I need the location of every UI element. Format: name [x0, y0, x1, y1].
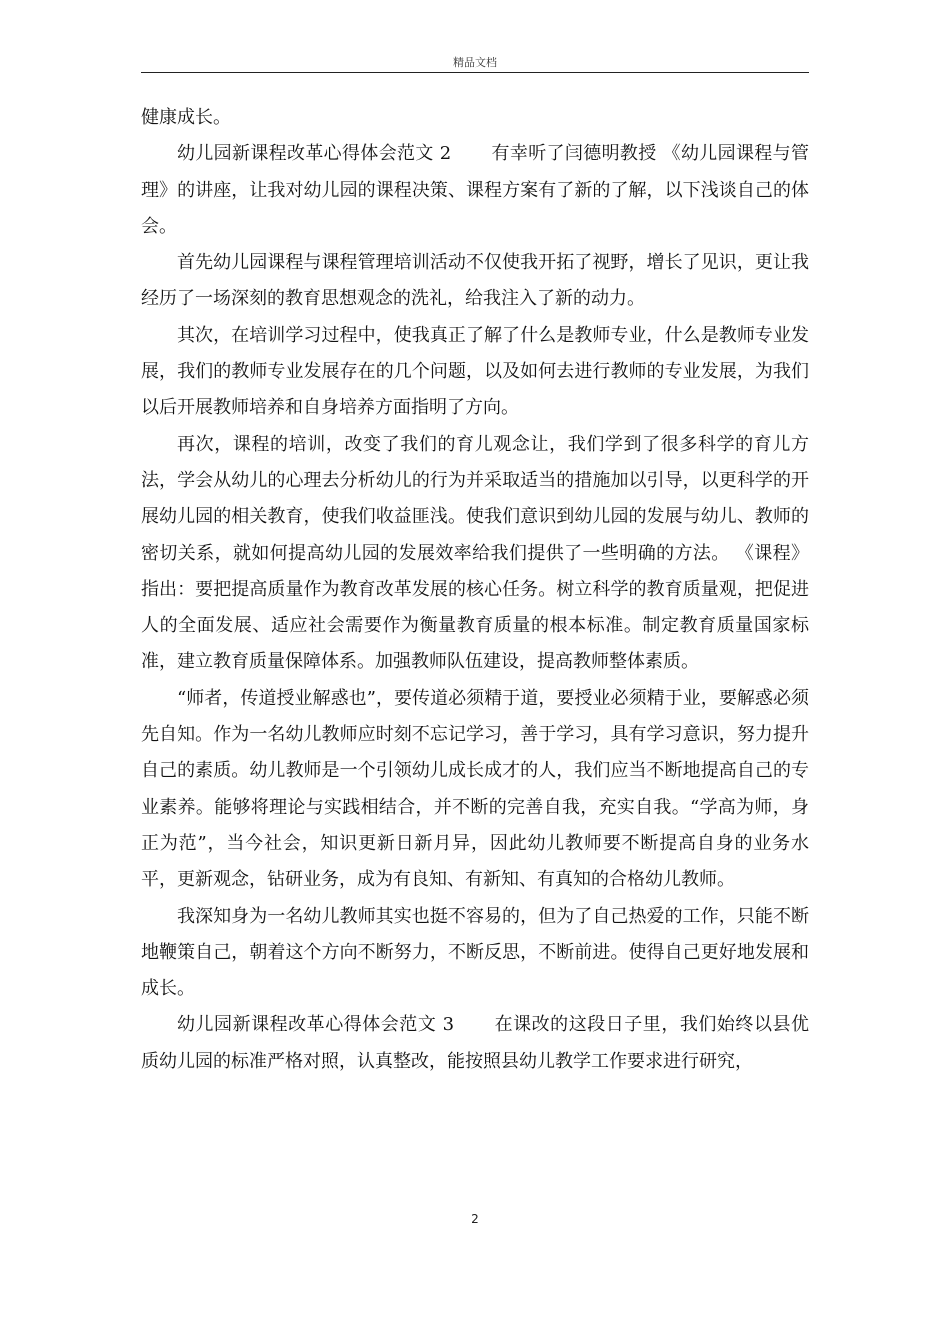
page-header: 精品文档: [453, 56, 497, 69]
essay-2-heading: 幼儿园新课程改革心得体会范文 2: [177, 143, 452, 165]
paragraph-third: 再次，课程的培训，改变了我们的育儿观念让，我们学到了很多科学的育儿方法，学会从幼儿的心理去分析幼儿的行为并采取适当的措施加以引导，以更科学的开展幼儿园的相关教育，使我们收益匪浅。使我们意识到幼儿园的发展与幼儿、教师的密切关系，就如何提高幼儿园的发展效率给我们提供了一些明确的方法。 《课程》指出：要把提高质量作为教育改革发展的核心任务。树立科学的教育质量观，把促进人的全面发展、适应社会需要作为衡量教育质量的根本标准。制定教育质量国家标准，建立教育质量保障体系。加强教师队伍建设，提高教师整体素质。: [141, 433, 809, 673]
essay-2-intro-text: 有幸听了闫德明教授 《幼儿园课程与管理》的讲座，让我对幼儿园的课程决策、课程方案有了新的了解，以下浅谈自己的体会。: [141, 143, 809, 237]
page-number: 2: [471, 1212, 479, 1226]
paragraph-essay-3-intro: [141, 1007, 809, 1080]
paragraph-reflection: 我深知身为一名幼儿教师其实也挺不容易的，但为了自己热爱的工作，只能不断地鞭策自己，朝着这个方向不断努力，不断反思，不断前进。使得自己更好地发展和成长。: [141, 905, 809, 1000]
essay-3-heading: 幼儿园新课程改革心得体会范文 3: [177, 1014, 455, 1036]
document-body: [141, 100, 809, 1080]
paragraph-first: 首先幼儿园课程与课程管理培训活动不仅使我开拓了视野，增长了见识，更让我经历了一场深刻的教育思想观念的洗礼，给我注入了新的动力。: [141, 252, 809, 310]
paragraph-second: 其次，在培训学习过程中，使我真正了解了什么是教师专业，什么是教师专业发展，我们的教师专业发展存在的几个问题，以及如何去进行教师的专业发展，为我们以后开展教师培养和自身培养方面指明了方向。: [141, 324, 809, 419]
header-divider: [141, 72, 809, 73]
essay-3-intro-text: 在课改的这段日子里，我们始终以县优质幼儿园的标准严格对照，认真整改，能按照县幼儿教学工作要求进行研究，: [141, 1014, 809, 1072]
paragraph-teacher-quote: “师者，传道授业解惑也”，要传道必须精于道，要授业必须精于业，要解惑必须先自知。作为一名幼儿教师应时刻不忘记学习，善于学习，具有学习意识，努力提升自己的素质。幼儿教师是一个引领幼儿成长成才的人，我们应当不断地提高自己的专业素养。能够将理论与实践相结合，并不断的完善自我，充实自我。“学高为师，身正为范”，当今社会，知识更新日新月异，因此幼儿教师要不断提高自身的业务水平，更新观念，钻研业务，成为有良知、有新知、有真知的合格幼儿教师。: [141, 687, 809, 891]
paragraph-continuation: 健康成长。: [141, 107, 231, 128]
paragraph-essay-2-intro: [141, 136, 809, 245]
